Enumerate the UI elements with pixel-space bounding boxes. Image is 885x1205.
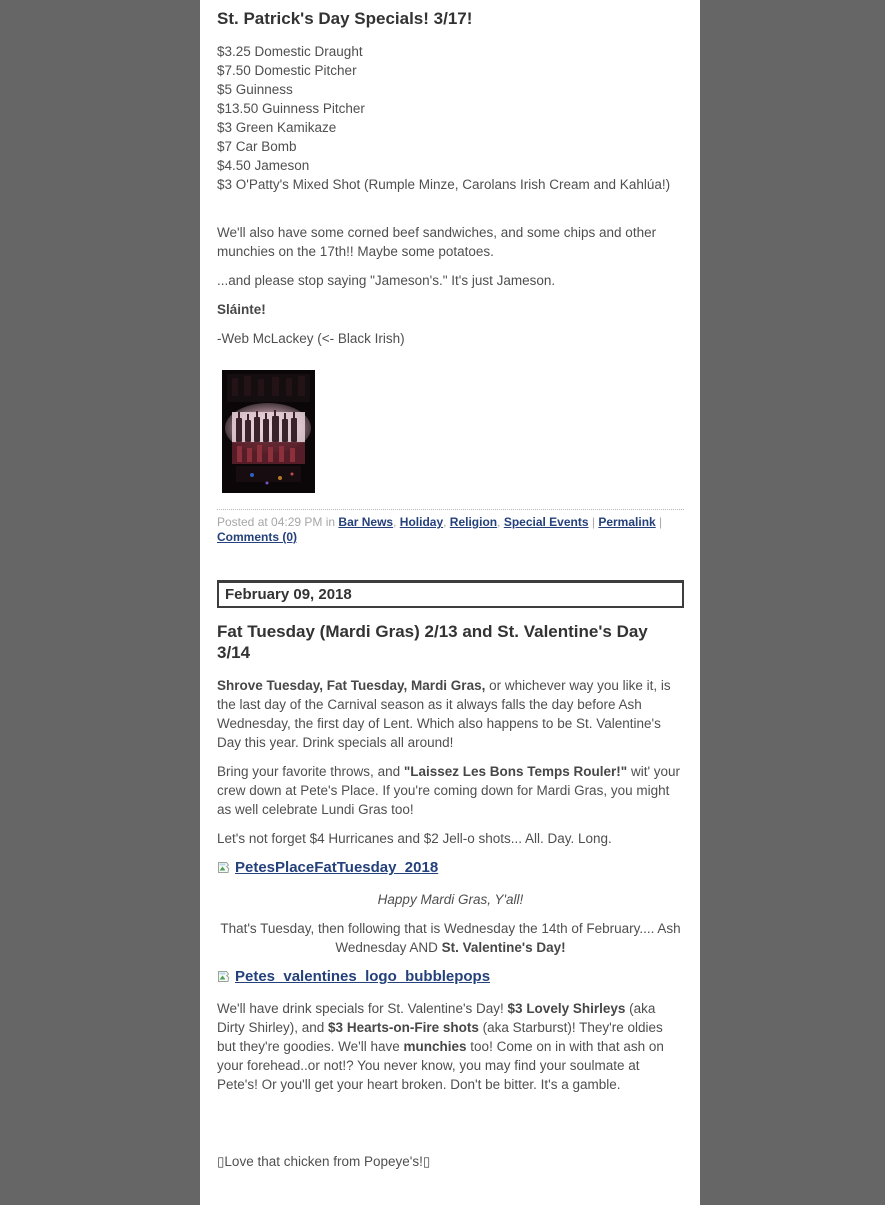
paragraph-food: We'll also have some corned beef sandwiches, and some chips and other munchies on the 17th!! Maybe some potatoes. [217,225,657,259]
comments-link[interactable]: Comments (0) [217,530,298,544]
bold-run: "Laissez Les Bons Temps Rouler!" [403,764,628,779]
drink-specials-list [217,42,684,194]
special-line: $3 O'Patty's Mixed Shot (Rumple Minze, Carolans Irish Cream and Kahlúa!) [217,177,671,192]
special-line: $7 Car Bomb [217,139,297,154]
special-line: $3 Green Kamikaze [217,120,337,135]
special-line: $13.50 Guinness Pitcher [217,101,365,116]
bold-run: $3 Hearts-on-Fire shots [328,1020,479,1035]
paragraph-hurricanes: Let's not forget $4 Hurricanes and $2 Jell-o shots... All. Day. Long. [217,831,612,846]
blog-content-column [200,0,700,1205]
text-run: wit' your crew down at Pete's Place. If you're coming down for Mardi Gras, you might as well celebrate Lundi Gras too! [217,764,681,817]
post-title-fat-tuesday: Fat Tuesday (Mardi Gras) 2/13 and St. Valentine's Day 3/14 [217,622,648,662]
blank-line [217,194,684,213]
posted-at-text: Posted at 04:29 PM in [217,515,339,529]
text-run: We'll have drink specials for St. Valentine's Day! [217,1001,508,1016]
blank-lines [217,1104,684,1142]
category-link-religion[interactable]: Religion [449,515,498,529]
separator: , [393,515,400,529]
bold-run: $3 Lovely Shirleys [507,1001,626,1016]
paragraph-valentines-specials [217,999,684,1094]
special-line: $5 Guinness [217,82,293,97]
text-run: or whichever way you like it, is the last day of the Carnival season as it always falls the day before Ash Wednesday, the first day of Lent. Which also happens to be St. Valentine's Day this year. Drink specials all around! [217,678,671,750]
paragraph-jameson: ...and please stop saying "Jameson's." It's just Jameson. [217,273,556,288]
category-link-holiday[interactable]: Holiday [399,515,444,529]
separator: | [655,515,663,529]
text-run: Bring your favorite throws, and [217,764,404,779]
bold-run: munchies [403,1039,467,1054]
text-run: too! Come on in with that ash on your forehead..or not!? You never know, you may find your soulmate at Pete's! Or you'll get your heart broken. Don't be bitter. It's a gamble. [217,1039,664,1092]
separator: | [588,515,599,529]
paragraph-throws [217,762,684,819]
broken-image-line-fat-tuesday [217,858,684,880]
post-title-st-patricks: St. Patrick's Day Specials! 3/17! [217,9,473,28]
post-footer [217,509,684,545]
separator: , [443,515,450,529]
special-line: $7.50 Domestic Pitcher [217,63,357,78]
text-run: (aka Starburst)! They're oldies but they're goodies. We'll have [217,1020,663,1054]
broken-image-link-fat-tuesday[interactable]: PetesPlaceFatTuesday_2018 [235,859,439,876]
bold-run: St. Valentine's Day! [441,940,566,955]
bold-run: Shrove Tuesday, Fat Tuesday, Mardi Gras, [217,678,486,693]
category-link-special-events[interactable]: Special Events [503,515,589,529]
separator: , [497,515,504,529]
category-link-bar-news[interactable]: Bar News [338,515,394,529]
bar-photo-thumbnail[interactable] [222,370,315,493]
paragraph-thats-tuesday [217,919,684,957]
paragraph-happy-mardi-gras: Happy Mardi Gras, Y'all! [377,892,524,907]
special-line: $4.50 Jameson [217,158,310,173]
broken-image-line-valentines [217,967,684,989]
text-run: That's Tuesday, then following that is Wednesday the 14th of February.... Ash Wednesday AND [220,921,681,955]
paragraph-popeyes: ▯Love that chicken from Popeye's!▯ [217,1154,431,1169]
paragraph-shrove [217,676,684,752]
paragraph-slainte: Sláinte! [217,302,266,317]
blog-post-st-patricks [217,8,684,545]
special-line: $3.25 Domestic Draught [217,44,363,59]
permalink-link[interactable]: Permalink [598,515,656,529]
text-run: (aka Dirty Shirley), and [217,1001,656,1035]
broken-image-icon[interactable] [217,859,233,880]
bar-backbar-photo-graphic [222,370,315,493]
broken-image-link-valentines[interactable]: Petes_valentines_logo_bubblepops [235,968,491,985]
paragraph-signoff: -Web McLackey (<- Black Irish) [217,331,405,346]
broken-image-icon[interactable] [217,968,233,989]
date-header: February 09, 2018 [217,580,684,608]
blog-post-fat-tuesday [217,621,684,1171]
